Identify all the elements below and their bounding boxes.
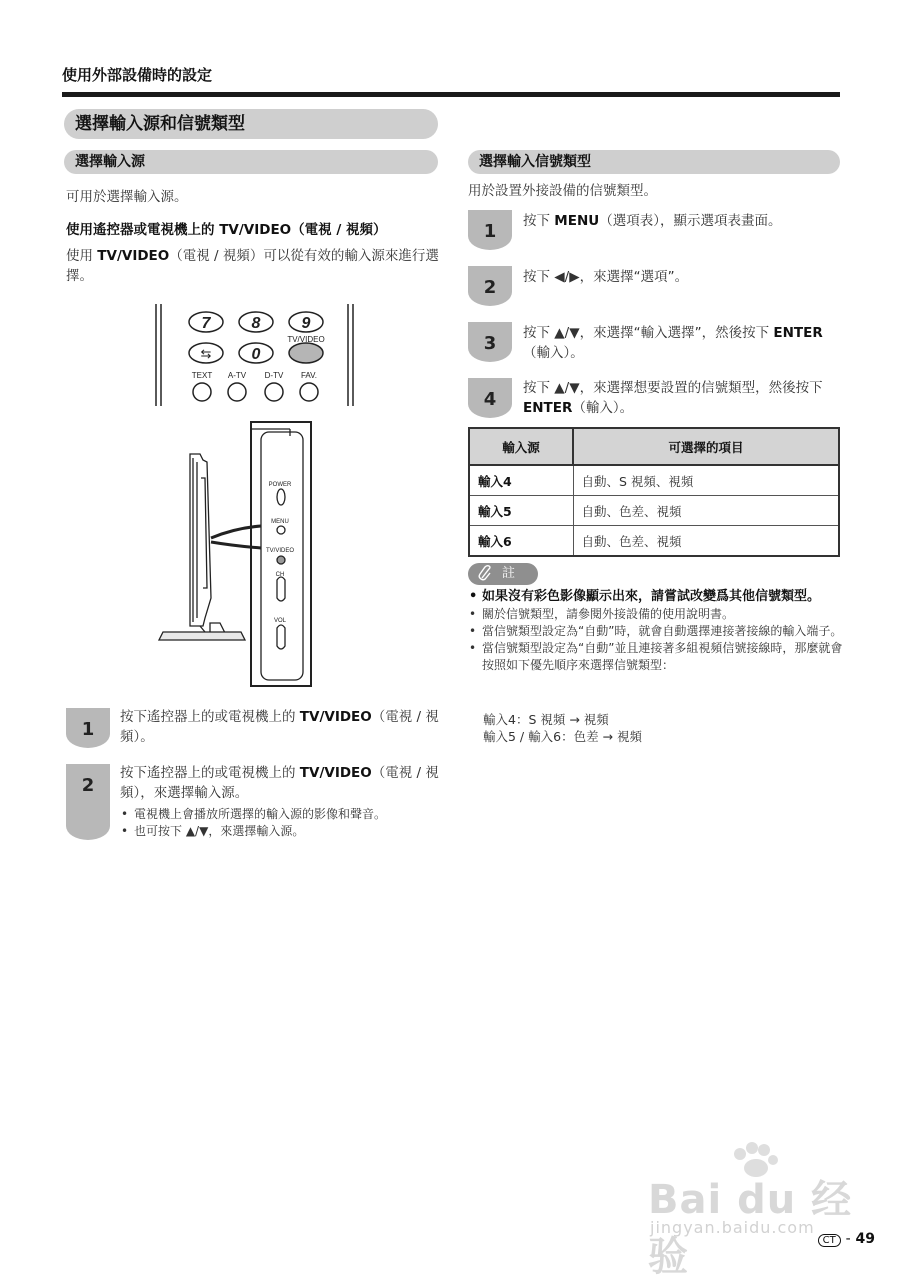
- note-item-3: • 當信號類型設定為“自動”時，就會自動選擇連接著接線的輸入端子。: [468, 623, 844, 640]
- left-bold-heading: 使用遙控器或電視機上的 TV/VIDEO（電視 / 視頻）: [66, 222, 387, 238]
- priority-line-2: 輸入5 / 輸入6：色差 → 視頻: [483, 729, 642, 744]
- tv-label-power: POWER: [268, 482, 292, 488]
- remote-key-8: 8: [251, 315, 261, 332]
- right-step-4-b: ENTER: [523, 400, 573, 416]
- note-label: 註: [502, 566, 516, 581]
- right-step-3-text: [523, 323, 843, 363]
- right-step-3-b: ENTER: [773, 325, 823, 341]
- page-header-title: 使用外部設備時的設定: [62, 66, 213, 84]
- right-step-4-number: 4: [483, 389, 497, 410]
- priority-line-1: 輸入4：S 視頻 → 視頻: [483, 712, 609, 727]
- left-step-2-tab: [66, 764, 110, 840]
- tv-side-panel-illustration: [155, 418, 315, 690]
- table-header-source: 輸入源: [469, 428, 573, 465]
- remote-label-text: TEXT: [191, 371, 213, 380]
- right-intro: 用於設置外接設備的信號類型。: [468, 183, 657, 199]
- watermark-brand: Bai du 经验: [648, 1177, 853, 1280]
- left-intro: 可用於選擇輸入源。: [66, 189, 188, 205]
- right-step-3-number: 3: [483, 333, 497, 354]
- table-cell-source: 輸入5: [469, 496, 573, 526]
- right-step-1-text: [523, 211, 843, 231]
- right-step-4-a: 按下 ▲/▼，來選擇想要設置的信號類型，然後按下: [523, 380, 823, 396]
- page-number-value: 49: [855, 1231, 875, 1247]
- left-subsection-pill: 選擇輸入源: [64, 150, 438, 174]
- tv-label-menu: MENU: [271, 519, 289, 525]
- left-step-2-bullets: [120, 806, 450, 840]
- left-step-2-text: [120, 763, 442, 803]
- table-cell-options: 自動、色差、視頻: [573, 526, 839, 557]
- remote-control-illustration: [150, 300, 364, 412]
- table-row: [469, 465, 839, 496]
- left-step-1-b: TV/VIDEO: [299, 709, 372, 725]
- left-step-1-number: 1: [81, 719, 95, 740]
- right-step-2-number: 2: [483, 277, 497, 298]
- notes-list: [468, 588, 844, 674]
- right-step-3-c: （輸入）。: [523, 345, 584, 361]
- remote-key-0: 0: [251, 346, 261, 363]
- remote-label-fav: FAV.: [300, 371, 318, 380]
- note-item-2: • 關於信號類型，請參閱外接設備的使用說明書。: [468, 606, 844, 623]
- left-step-1-a: 按下遙控器上的或電視機上的: [120, 709, 300, 725]
- table-row: [469, 526, 839, 557]
- section-title: 選擇輸入源和信號類型: [64, 109, 438, 139]
- left-bullet-1: • 電視機上會播放所選擇的輸入源的影像和聲音。: [120, 806, 450, 823]
- left-step-1-tab: [66, 708, 110, 748]
- ct-badge: CT: [818, 1234, 841, 1247]
- remote-label-atv: A-TV: [227, 371, 247, 380]
- table-header-row: [469, 428, 839, 465]
- desc-part-c: （電視 / 視頻）可以從有效的輸入源來進行選擇。: [66, 248, 439, 284]
- priority-lines: [483, 711, 642, 745]
- right-step-1-b: MENU: [554, 213, 600, 229]
- left-description: [66, 246, 440, 286]
- note-item-4: • 當信號類型設定為“自動”並且連接著多組視頻信號接線時，那麼就會按照如下優先順序來選擇信號類型：: [468, 640, 844, 674]
- remote-key-flashback: ⇆: [200, 346, 212, 361]
- right-step-2-text: 按下 ◀/▶，來選擇“選項”。: [523, 269, 689, 285]
- left-step-1-c: （電視 / 視頻）。: [120, 709, 439, 745]
- right-step-1-a: 按下: [523, 213, 555, 229]
- left-step-2-number: 2: [81, 775, 95, 796]
- page-dash: -: [845, 1231, 851, 1247]
- tv-label-tv-video: TV/VIDEO: [265, 548, 295, 554]
- right-step-4-tab: [468, 378, 512, 418]
- right-step-4-text: [523, 378, 843, 418]
- table-cell-source: 輸入6: [469, 526, 573, 557]
- remote-key-7: 7: [201, 315, 211, 332]
- right-step-1-tab: [468, 210, 512, 250]
- note-item-1: • 如果沒有彩色影像顯示出來，請嘗試改變爲其他信號類型。: [468, 588, 844, 606]
- table-header-options: 可選擇的項目: [573, 428, 839, 465]
- right-step-3-a: 按下 ▲/▼，來選擇“輸入選擇”，然後按下: [523, 325, 774, 341]
- note-pill: [468, 563, 538, 585]
- table-cell-source: 輸入4: [469, 465, 573, 496]
- right-step-3-tab: [468, 322, 512, 362]
- right-step-4-c: （輸入）。: [572, 400, 634, 416]
- table-cell-options: 自動、色差、視頻: [573, 496, 839, 526]
- desc-part-a: 使用: [66, 248, 98, 264]
- left-step-2-a: 按下遙控器上的或電視機上的: [120, 765, 300, 781]
- right-step-2-tab: [468, 266, 512, 306]
- right-step-1-c: （選項表），顯示選項表畫面。: [599, 213, 782, 229]
- left-step-1-text: [120, 707, 442, 747]
- remote-key-9: 9: [301, 315, 311, 332]
- right-subsection-pill: 選擇輸入信號類型: [468, 150, 840, 174]
- tv-label-vol: VOL: [273, 618, 287, 624]
- left-step-2-c: （電視 / 視頻），來選擇輸入源。: [120, 765, 439, 801]
- remote-tv-video-label: TV/VIDEO: [287, 335, 325, 344]
- page-number: [818, 1231, 875, 1247]
- left-step-2-b: TV/VIDEO: [299, 765, 372, 781]
- table-row: [469, 496, 839, 526]
- remote-label-dtv: D-TV: [264, 371, 284, 380]
- input-signal-table: [468, 427, 840, 557]
- table-cell-options: 自動、S 視頻、視頻: [573, 465, 839, 496]
- tv-label-ch: CH: [275, 572, 285, 578]
- header-rule: [62, 92, 840, 97]
- right-step-1-number: 1: [483, 221, 497, 242]
- desc-part-b: TV/VIDEO: [97, 248, 170, 264]
- watermark-url: jingyan.baidu.com: [650, 1218, 815, 1237]
- left-bullet-2: • 也可按下 ▲/▼，來選擇輸入源。: [120, 823, 450, 840]
